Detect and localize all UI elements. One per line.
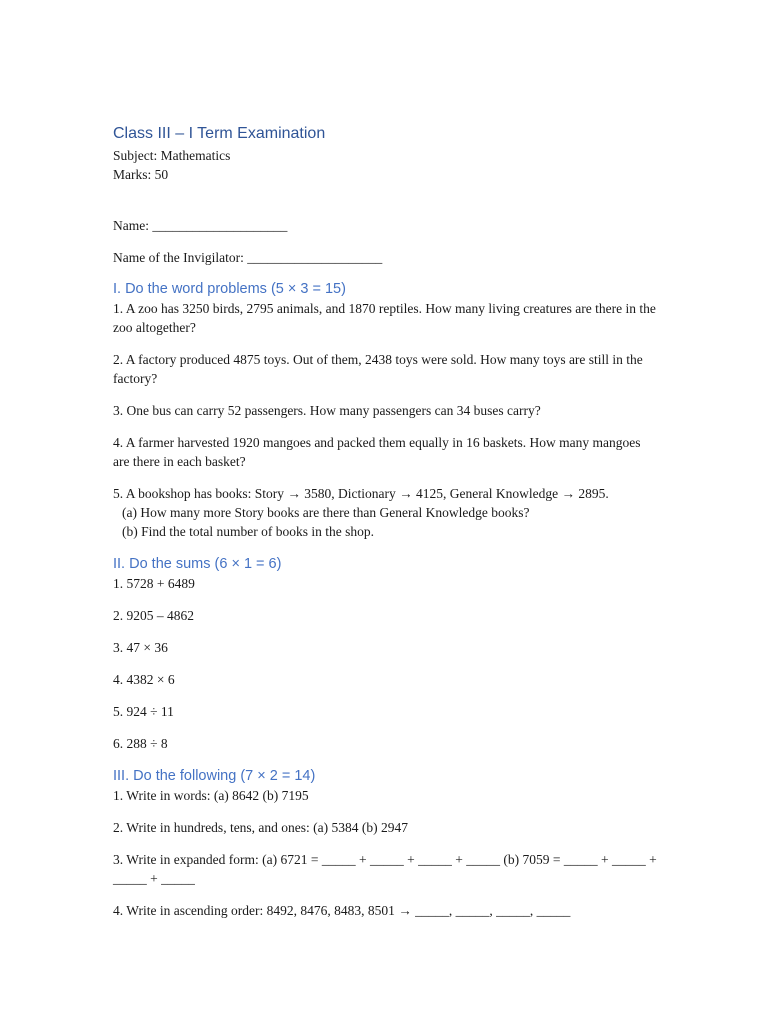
word-problem-1: 1. A zoo has 3250 birds, 2795 animals, and 1870 reptiles. How many living creatures are there in the zoo altogether? [113, 301, 656, 335]
exam-title: Class III – I Term Examination [113, 125, 326, 142]
sum-item: 3. 47 × 36 [113, 640, 168, 655]
word-problem-5: 5. A bookshop has books: Story → 3580, Dictionary → 4125, General Knowledge → 2895. [113, 486, 609, 501]
word-problem-3: 3. One bus can carry 52 passengers. How many passengers can 34 buses carry? [113, 403, 541, 418]
subject-line: Subject: Mathematics [113, 148, 231, 163]
sum-item: 2. 9205 – 4862 [113, 608, 194, 623]
task-1: 1. Write in words: (a) 8642 (b) 7195 [113, 788, 309, 803]
sum-item: 5. 924 ÷ 11 [113, 704, 174, 719]
section-2-heading: II. Do the sums (6 × 1 = 6) [113, 556, 282, 572]
marks-line: Marks: 50 [113, 167, 169, 182]
section-3-heading: III. Do the following (7 × 2 = 14) [113, 768, 316, 784]
section-1-heading: I. Do the word problems (5 × 3 = 15) [113, 281, 346, 297]
word-problem-2: 2. A factory produced 4875 toys. Out of them, 2438 toys were sold. How many toys are still in the factory? [113, 352, 643, 386]
task-4: 4. Write in ascending order: 8492, 8476, 8483, 8501 → _____, _____, _____, _____ [113, 903, 571, 918]
word-problem-4: 4. A farmer harvested 1920 mangoes and packed them equally in 16 baskets. How many mangoes are there in each basket? [113, 435, 641, 469]
task-2: 2. Write in hundreds, tens, and ones: (a) 5384 (b) 2947 [113, 820, 409, 835]
word-problem-5b: (b) Find the total number of books in the shop. [122, 524, 374, 539]
invigilator-field-line: Name of the Invigilator: ____________________ [113, 250, 383, 265]
sum-item: 6. 288 ÷ 8 [113, 736, 168, 751]
task-3: 3. Write in expanded form: (a) 6721 = _____ + _____ + _____ + _____ (b) 7059 = _____ + _____ + _____ + _____ [113, 852, 657, 886]
sum-item: 1. 5728 + 6489 [113, 576, 195, 591]
sum-item: 4. 4382 × 6 [113, 672, 175, 687]
name-field-line: Name: ____________________ [113, 218, 288, 233]
word-problem-5a: (a) How many more Story books are there than General Knowledge books? [122, 505, 530, 520]
exam-page [113, 122, 658, 920]
